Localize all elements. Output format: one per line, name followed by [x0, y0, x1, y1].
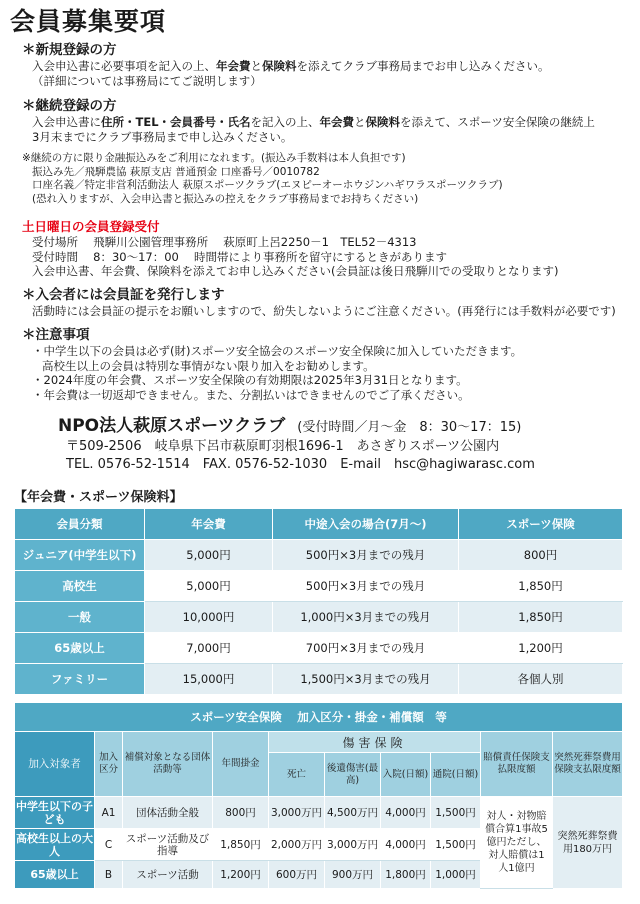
fee-header-class: 会員分類 — [15, 509, 145, 540]
text-bold: 保険料 — [365, 115, 401, 129]
note-2: 高校生以上の会員は特別な事情がない限り加入をお勧めします。 — [42, 358, 375, 373]
renewal-text-1 — [22, 115, 626, 130]
weekend-heading: 土日曜日の会員登録受付 — [22, 219, 160, 234]
text: を添えてクラブ事務局までお申し込みください。 — [296, 59, 550, 73]
header-disability: 後遺傷害(最高) — [325, 753, 381, 797]
renewal-heading: ＊継続登録の方 — [22, 98, 117, 114]
table-row — [15, 664, 623, 695]
page-title: 会員募集要項 — [10, 7, 167, 36]
table-row — [15, 571, 623, 602]
cell: 500円×3月までの残月 — [273, 571, 459, 602]
cell: 7,000円 — [145, 633, 273, 664]
cell: 5,000円 — [145, 540, 273, 571]
header-outpatient: 通院(日額) — [431, 753, 481, 797]
transfer-section — [22, 152, 626, 206]
text: を添えて、スポーツ安全保険の継続上 — [400, 115, 595, 129]
note-1: ・中学生以下の会員は必ず(財)スポーツ安全協会のスポーツ安全保険に加入していただきます。 — [32, 344, 523, 358]
header-injury-group: 傷害保険 — [269, 732, 481, 753]
new-member-heading: ＊新規登録の方 — [22, 42, 117, 58]
cell-sudden: 突然死葬祭費用180万円 — [553, 797, 623, 889]
header-target: 加入対象者 — [15, 732, 95, 797]
note-3: ・2024年度の年会費、スポーツ安全保険の有効期限は2025年3月31日となります。 — [32, 373, 468, 387]
new-member-text-2: （詳細については事務局にてご説明します） — [32, 73, 262, 88]
cell-outpatient: 1,500円 — [431, 797, 481, 829]
club-hours: (受付時間／月～金 8：30～17：15) — [297, 420, 522, 435]
renewal-text-2: 3月末までにクラブ事務局まで申し込みください。 — [32, 129, 293, 144]
new-member-text-1 — [22, 59, 626, 74]
club-info — [58, 416, 618, 474]
row-label: 一般 — [15, 602, 145, 633]
text-bold: 住所・TEL・会員番号・氏名 — [101, 115, 251, 129]
table-row — [15, 797, 623, 829]
club-contact: TEL. 0576-52-1514 FAX. 0576-52-1030 E-mail hsc@hagiwarasc.com — [66, 457, 535, 472]
weekend-hours: 受付時間 8：30～17：00 時間帯により事務所を留守にするときがあります — [32, 249, 448, 264]
club-address: 〒509-2506 岐阜県下呂市萩原町羽根1696-1 あさぎりスポーツ公園内 — [66, 439, 500, 454]
cell: 5,000円 — [145, 571, 273, 602]
table-row — [15, 540, 623, 571]
row-target: 高校生以上の大人 — [15, 829, 95, 861]
cell: 1,200円 — [459, 633, 623, 664]
transfer-note: ※継続の方に限り金融振込みをご利用になれます。(振込み手数料は本人負担です) — [22, 152, 406, 164]
club-name: NPO法人萩原スポーツクラブ — [58, 416, 286, 436]
row-target: 中学生以下の子ども — [15, 797, 95, 829]
weekend-note: 入会申込書、年会費、保険料を添えてお申し込みください(会員証は後日飛騨川での受取りとなります) — [32, 264, 559, 278]
cell: 700円×3月までの残月 — [273, 633, 459, 664]
cell: 10,000円 — [145, 602, 273, 633]
fee-header-midyear: 中途入会の場合(7月～) — [273, 509, 459, 540]
insurance-table — [14, 702, 623, 889]
fee-header-annual: 年会費 — [145, 509, 273, 540]
text: 入会申込書に必要事項を記入の上、 — [32, 59, 216, 73]
cell-disability: 900万円 — [325, 861, 381, 889]
header-death: 死亡 — [269, 753, 325, 797]
fee-table-title: 【年会費・スポーツ保険料】 — [14, 490, 183, 505]
text-bold: 年会費 — [216, 59, 251, 73]
cell-hospital: 4,000円 — [381, 797, 431, 829]
fee-header-insurance: スポーツ保険 — [459, 509, 623, 540]
club-name-line — [58, 416, 618, 438]
header-liability: 賠償責任保険支払限度額 — [481, 732, 553, 797]
cell-premium: 1,850円 — [213, 829, 269, 861]
table-row — [15, 602, 623, 633]
cell-liability: 対人・対物賠償合算1事故5億円ただし、対人賠償は1人1億円 — [481, 797, 553, 889]
cell: 1,850円 — [459, 571, 623, 602]
text-bold: 年会費 — [319, 115, 355, 129]
card-text: 活動時には会員証の提示をお願いしますので、紛失しないようにご注意ください。(再発行には手数料が必要です) — [32, 304, 616, 318]
transfer-holder: 口座名義／特定非営利活動法人 萩原スポーツクラブ(エヌピーオーホウジンハギワラスポーツクラブ) — [32, 179, 503, 191]
cell-hospital: 1,800円 — [381, 861, 431, 889]
cell-class: A1 — [95, 797, 123, 829]
cell-class: C — [95, 829, 123, 861]
cell-disability: 3,000万円 — [325, 829, 381, 861]
note-4: ・年会費は一切返却できません。また、分割払いはできませんのでご了承ください。 — [32, 387, 470, 402]
cell: 15,000円 — [145, 664, 273, 695]
table-row — [15, 633, 623, 664]
card-section — [22, 287, 626, 319]
cell-death: 3,000万円 — [269, 797, 325, 829]
cell-activity: スポーツ活動及び指導 — [123, 829, 213, 861]
fee-table — [14, 508, 623, 695]
transfer-account: 振込み先／飛騨農協 萩原支店 普通預金 口座番号／0010782 — [32, 165, 320, 178]
cell-outpatient: 1,000円 — [431, 861, 481, 889]
text-bold: 保険料 — [262, 59, 297, 73]
header-sudden: 突然死葬祭費用保険支払限度額 — [553, 732, 623, 797]
header-class: 加入区分 — [95, 732, 123, 797]
cell: 800円 — [459, 540, 623, 571]
row-label: ジュニア(中学生以下) — [15, 540, 145, 571]
cell-death: 2,000万円 — [269, 829, 325, 861]
header-premium: 年間掛金 — [213, 732, 269, 797]
cell-premium: 1,200円 — [213, 861, 269, 889]
cell: 1,000円×3月までの残月 — [273, 602, 459, 633]
row-label: 高校生 — [15, 571, 145, 602]
cell: 1,850円 — [459, 602, 623, 633]
cell-activity: 団体活動全般 — [123, 797, 213, 829]
cell-premium: 800円 — [213, 797, 269, 829]
row-target: 65歳以上 — [15, 861, 95, 889]
cell: 1,500円×3月までの残月 — [273, 664, 459, 695]
card-heading: ＊入会者には会員証を発行します — [22, 287, 225, 303]
text: を記入の上、 — [250, 115, 320, 129]
cell-class: B — [95, 861, 123, 889]
cell-disability: 4,500万円 — [325, 797, 381, 829]
fee-table-header — [15, 509, 623, 540]
cell-outpatient: 1,500円 — [431, 829, 481, 861]
text: と — [354, 115, 366, 129]
insurance-caption: スポーツ安全保険 加入区分・掛金・補償額 等 — [15, 703, 623, 732]
transfer-request: (恐れ入りますが、入会申込書と振込みの控えをクラブ事務局までお持ちください) — [32, 192, 419, 205]
weekend-section — [22, 219, 626, 279]
text: と — [250, 59, 262, 73]
cell: 各個人別 — [459, 664, 623, 695]
cell-death: 600万円 — [269, 861, 325, 889]
renewal-section — [22, 98, 626, 144]
weekend-place: 受付場所 飛騨川公園管理事務所 萩原町上呂2250－1 TEL52－4313 — [32, 235, 417, 249]
cell-activity: スポーツ活動 — [123, 861, 213, 889]
text: 入会申込書に — [32, 115, 101, 129]
header-activity: 補償対象となる団体活動等 — [123, 732, 213, 797]
notes-section — [22, 327, 626, 402]
notes-heading: ＊注意事項 — [22, 327, 90, 343]
cell-hospital: 4,000円 — [381, 829, 431, 861]
cell: 500円×3月までの残月 — [273, 540, 459, 571]
header-hospital: 入院(日額) — [381, 753, 431, 797]
row-label: 65歳以上 — [15, 633, 145, 664]
new-member-section — [22, 42, 626, 88]
row-label: ファミリー — [15, 664, 145, 695]
